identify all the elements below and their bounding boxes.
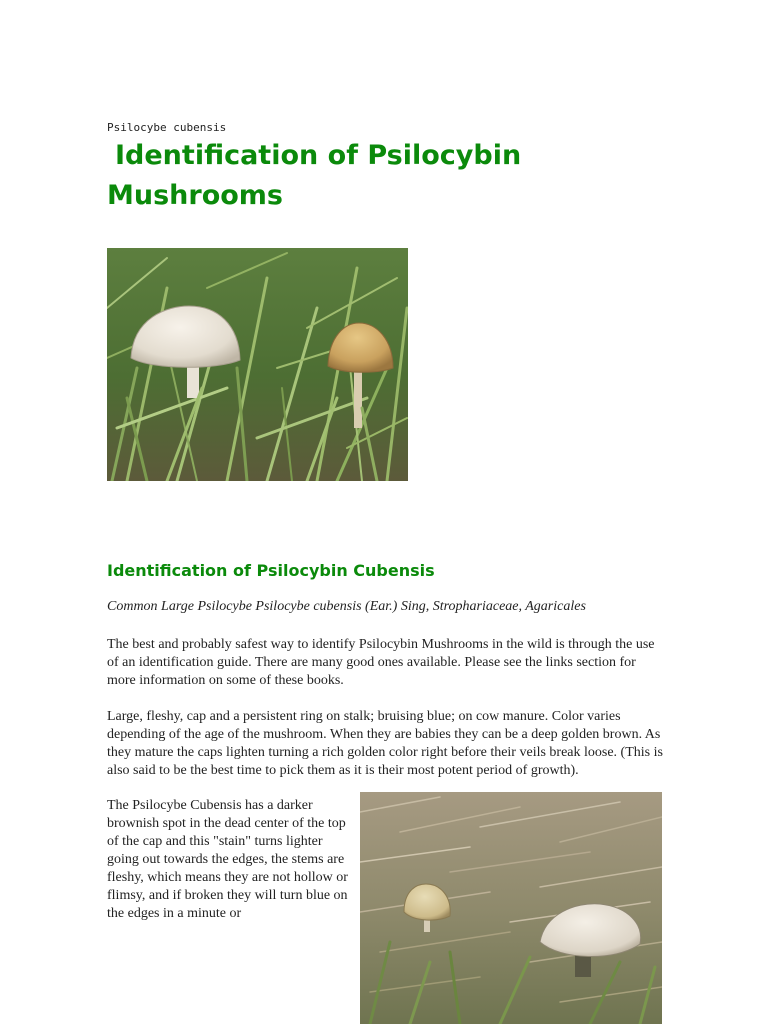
paragraph-stain-description: The Psilocybe Cubensis has a darker brownish spot in the dead center of the top of the cap and this "stain" turns lighter going out towards the edges, the stems are fleshy, which means they are not hollow or flimsy, and if broken they will turn blue on the edges in a minute or: [107, 798, 348, 921]
section-heading: Identification of Psilocybin Cubensis: [107, 561, 435, 580]
page-title-line-1: Identification of Psilocybin: [115, 140, 522, 171]
paragraph-identification-guide: The best and probably safest way to identify Psilocybin Mushrooms in the wild is through the use of an identification guide. There are many good ones available. Please see the links section for more information on some of these books.: [107, 637, 655, 688]
page-title-line-2: Mushrooms: [107, 180, 284, 211]
mushroom-photo-grass: [107, 248, 408, 481]
mushroom-photo-dry-grass: [360, 792, 662, 1024]
page-title: [107, 136, 667, 216]
paragraph-cap-description: Large, fleshy, cap and a persistent ring on stalk; bruising blue; on cow manure. Color varies depending of the age of the mushroom. When they are babies they can be a deep golden brown. As they mature the caps lighten turning a rich golden color right before their veils break loose. (This is also said to be the best time to pick them as it is their most potent period of growth).: [107, 709, 663, 778]
image-caption: Psilocybe cubensis: [107, 121, 227, 134]
species-subtitle: Common Large Psilocybe Psilocybe cubensis (Ear.) Sing, Strophariaceae, Agaricales: [107, 599, 586, 614]
